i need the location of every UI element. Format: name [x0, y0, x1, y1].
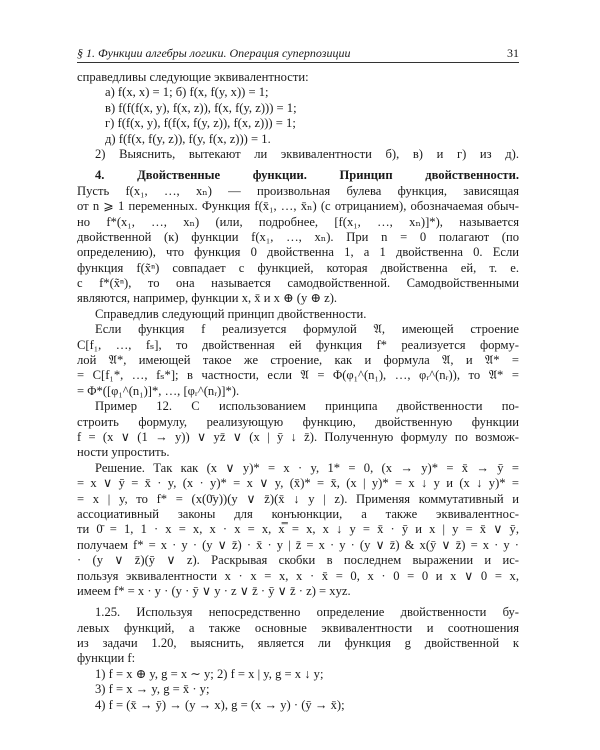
text-line: 4) f = (x̄ → ȳ) → (y → x), g = (x → y) · (ȳ → x̄);	[95, 697, 345, 712]
text-line: а) f(x, x) = 1; б) f(x, f(y, x)) = 1;	[105, 85, 269, 100]
text-line: пользуя эквивалентности x · x = x, x · x̄ = 0, x · 0 = 0 и x ∨ 0 = x,	[77, 568, 519, 583]
text-line: C[f₁, …, fₛ], то двойственная ей функция f* реализуется форму-	[77, 337, 519, 352]
text-line: Решение. Так как (x ∨ y)* = x · y, 1* = 0, (x → y)* = x̄ → ȳ =	[95, 460, 519, 475]
text-line: с f*(x̃ⁿ), то она называется самодвойственной. Самодвойственными	[77, 276, 519, 291]
page-number: 31	[507, 46, 519, 60]
text-line: двойственной (к) функции f(x₁, …, xₙ). При n = 0 полагают (по	[77, 229, 519, 244]
text-line: д) f(f(x, f(y, z)), f(y, f(x, z))) = 1.	[105, 131, 271, 146]
text-line: г) f(f(x, y), f(f(x, f(y, z)), f(x, z))) = 1;	[105, 116, 296, 131]
text-line: Справедлив следующий принцип двойственности.	[95, 306, 367, 321]
text-line: являются, например, функции x, x̄ и x ⊕ (y ⊕ z).	[77, 291, 338, 306]
text-line: = x | y, то f* = (x(0̄y))(y ∨ z̄)(x̄ ↓ y | z). Применяя коммутативный и	[77, 491, 519, 506]
text-line: = C[f₁*, …, fₛ*]; в частности, если 𝔄 = Φ(φ₁^(n₁), …, φᵣ^(nᵣ)), то 𝔄* =	[77, 368, 519, 383]
text-line: = x ∨ ȳ = x̄ · y, (x · y)* = x ∨ y, (x̄)* = x̄, (x | y)* = x ↓ y и (x ↓ y)* =	[77, 476, 519, 491]
text-line: 4. Двойственные функции. Принцип двойственности.	[95, 168, 519, 183]
text-line: f = (x ∨ (1 → y)) ∨ yz̄ ∨ (x | ȳ ↓ z̄). Полученную формулу по возмож-	[77, 429, 519, 444]
text-line: но f*(x₁, …, xₙ) (или, подробнее, [f(x₁, …, xₙ)]*), называется	[77, 214, 519, 229]
text-line: функция f(x̃ⁿ) совпадает с функцией, которая двойственна ей, т. е.	[77, 260, 519, 275]
text-line: 1) f = x ⊕ y, g = x ∼ y; 2) f = x | y, g = x ↓ y;	[95, 666, 324, 681]
text-line: из задачи 1.20, выяснить, является ли функция g двойственной к	[77, 636, 519, 651]
text-line: определению), что функция 0 двойственна 1, а 1 двойственна 0. Если	[77, 245, 519, 260]
text-line: ассоциативный законы для конъюнкции, а также эквивалентнос-	[77, 506, 519, 521]
text-line: в) f(f(f(x, y), f(x, z)), f(x, f(y, z))) = 1;	[105, 100, 297, 115]
text-line: 2) Выяснить, вытекают ли эквивалентности б), в) и г) из д).	[95, 146, 519, 161]
text-line: Если функция f реализуется формулой 𝔄, имеющей строение	[95, 322, 519, 337]
text-line: от n ⩾ 1 переменных. Функция f(x̄₁, …, x̄ₙ) (с отрицанием), обозначаемая обыч-	[77, 199, 519, 214]
text-line: получаем f* = x · y · (y ∨ z̄) · x̄ · y | z̄ = x · y · (y ∨ z̄) & x(ȳ ∨ z̄) = x · y ·	[77, 537, 519, 552]
text-line: имеем f* = x · y · (y · ȳ ∨ y · z ∨ z̄ · ȳ ∨ z̄ · z) = xyz.	[77, 583, 351, 598]
running-header	[77, 46, 519, 61]
text-line: левых функций, а также основные эквивалентности и соотношения	[77, 620, 519, 635]
text-line: 3) f = x → y, g = x̄ · y;	[95, 682, 210, 697]
header-rule	[77, 62, 519, 63]
text-line: · (y ∨ z̄)(ȳ ∨ z). Раскрывая скобки в последнем выражении и ис-	[77, 553, 519, 568]
text-line: лой 𝔄*, имеющей такое же строение, как и формула 𝔄, и 𝔄* =	[77, 353, 519, 368]
text-line: ности упростить.	[77, 445, 170, 460]
text-line: Пусть f(x₁, …, xₙ) — произвольная булева функция, зависящая	[77, 183, 519, 198]
text-line: Пример 12. С использованием принципа двойственности по-	[95, 399, 519, 414]
header-title: § 1. Функции алгебры логики. Операция суперпозиции	[77, 46, 351, 60]
text-line: 1.25. Используя непосредственно определение двойственности бу-	[95, 605, 519, 620]
text-line: = Φ*([φ₁^(n₁)]*, …, [φᵣ^(nᵣ)]*).	[77, 383, 240, 398]
page-body	[77, 70, 519, 713]
text-line: строить формулу, реализующую функцию, двойственную функции	[77, 414, 519, 429]
text-line: ти 0̄ = 1, 1 · x = x, x · x = x, x̿ = x, x ↓ y = x̄ · ȳ и x | y = x̄ ∨ ȳ,	[77, 522, 519, 537]
text-line: функции f:	[77, 651, 136, 666]
text-line: справедливы следующие эквивалентности:	[77, 70, 309, 84]
